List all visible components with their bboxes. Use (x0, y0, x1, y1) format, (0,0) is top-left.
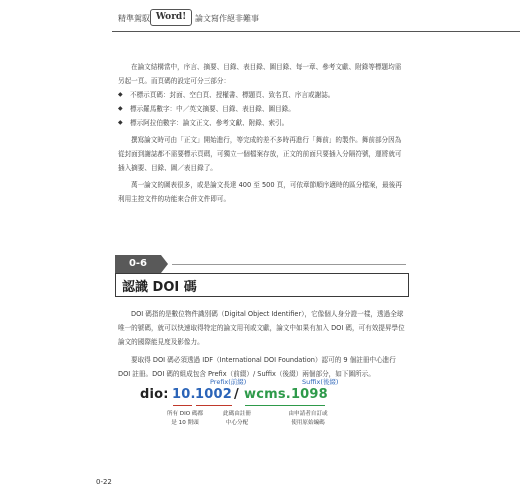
doi-slash: / (234, 387, 239, 402)
doi-prefix-registrant: 1002 (195, 387, 232, 402)
section-rule (172, 264, 406, 265)
bullet-item-3 (118, 116, 406, 130)
suffix-label: Suffix(後綴) (302, 378, 339, 386)
underline-suffix (245, 405, 325, 406)
note-directory-line-2: 是 10 開頭 (171, 420, 199, 426)
diamond-bullet-icon: ◆ (118, 105, 123, 112)
bullet-text: 標示羅馬數字：中／英文摘要、目錄、表目錄、圖目錄。 (130, 105, 295, 113)
page-number: 0-22 (96, 478, 112, 486)
intro-paragraph-2: 撰寫論文時可由「正文」開始進行，等完成的差不多時再進行「舞前」的製作。舞前部分因為從封面到謝誌都不需要標示頁碼，可獨立一個檔案存放，正文的前面只要插入分隔符號，運將就可插入摘要、目錄、圖／表目錄了。 (118, 136, 402, 172)
doi-body-block (118, 307, 406, 381)
underline-registrant (196, 405, 232, 406)
note-registrant (212, 410, 262, 428)
section-number-tab: 0-6 (115, 255, 161, 273)
word-logo: Word! (150, 9, 192, 26)
header-book-title-left: 精準駕馭 (118, 14, 150, 23)
doi-suffix: wcms.1098 (244, 387, 328, 402)
bullet-text: 不標示頁碼：封面、空白頁、授權書、標題頁、致名頁、序言或謝誌。 (130, 91, 335, 99)
bullet-item-2 (118, 102, 406, 116)
note-suffix-line-2: 使用原始編碼 (291, 420, 325, 426)
note-directory-line-1: 所有 DIO 碼都 (166, 411, 204, 417)
doi-prefix-directory: 10. (172, 387, 196, 402)
prefix-label: Prefix(前綴) (210, 378, 247, 386)
section-title-box (115, 273, 409, 297)
doi-paragraph-1: DOI 碼指的是數位物件識別碼（Digital Object Identifier），它像個人身分證一樣，透過全球唯一的號碼，就可以快速取得特定的論文用刊或文獻，論文中如果有加入 DOI 碼，可有效提昇學位論文的國際能見度及影像力。 (118, 310, 405, 346)
section-tab-arrow (161, 255, 168, 273)
intro-block (118, 60, 406, 206)
doi-paragraph-2: 要取得 DOI 碼必須透過 IDF（International DOI Foundation）認可的 9 個註冊中心進行 DOI 註冊。DOI 碼的組成包含 Prefix（前綴）/ Suffix（後綴）兩個部分，如下圖所示。 (118, 356, 396, 378)
doi-scheme: dio: (140, 387, 169, 402)
section-title: 認識 DOI 碼 (122, 280, 197, 295)
intro-paragraph-1: 在論文結構當中，序言、摘要、目錄、表目錄、圖目錄、每一章、參考文獻、附錄等標題均需另起一頁。而頁碼的設定可分三部分： (118, 63, 402, 85)
note-suffix (280, 410, 336, 428)
bullet-text: 標示阿拉伯數字：論文正文、參考文獻、附錄、索引。 (130, 119, 289, 127)
note-registrant-line-2: 中心分配 (225, 420, 249, 426)
bullet-item-1 (118, 88, 406, 102)
intro-paragraph-3: 萬一論文的圖表很多，或是論文長達 400 至 500 頁，可依章節順序適時的區分檔案，最後再利用主控文件的功能來合併文件即可。 (118, 181, 402, 203)
underline-directory (173, 405, 192, 406)
header-divider (112, 31, 520, 32)
header-book-title-right: 論文寫作絕非難事 (195, 14, 259, 23)
note-registrant-line-1: 此碼由註冊 (223, 411, 251, 417)
note-suffix-line-1: 由申請者自訂或 (288, 411, 328, 417)
doi-structure-diagram (140, 374, 380, 460)
note-directory (160, 410, 210, 428)
running-header (0, 0, 520, 34)
diamond-bullet-icon: ◆ (118, 119, 123, 126)
diamond-bullet-icon: ◆ (118, 91, 123, 98)
